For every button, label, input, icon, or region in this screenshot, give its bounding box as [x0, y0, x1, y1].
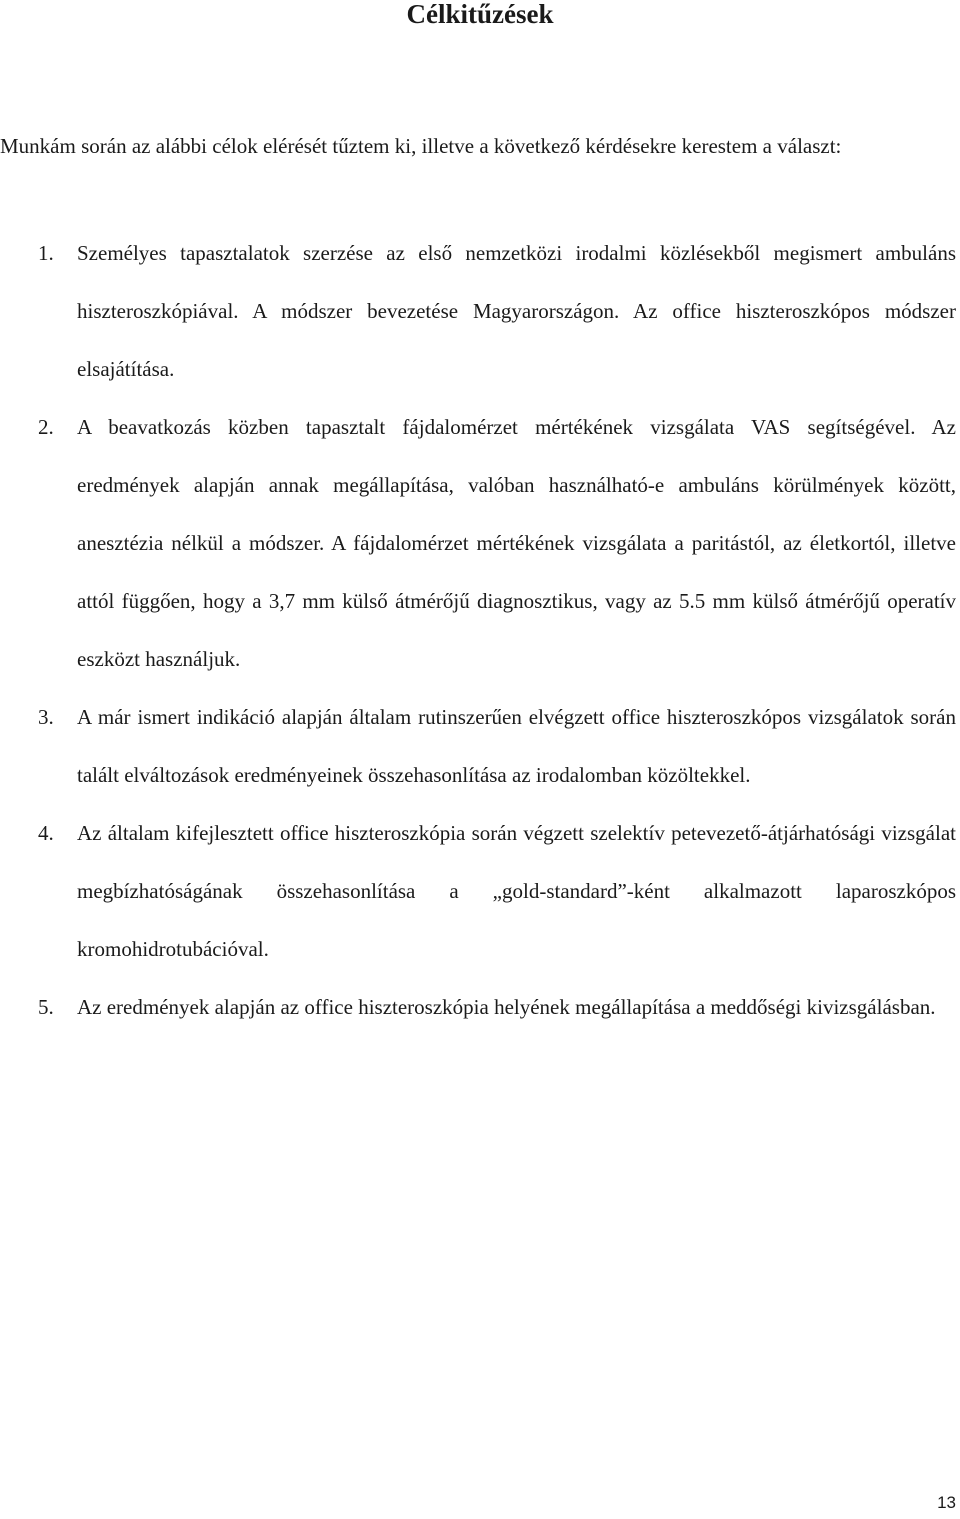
list-item	[0, 978, 956, 1036]
list-item-number: 4.	[38, 821, 54, 845]
list-item-number: 2.	[38, 415, 54, 439]
list-item	[0, 688, 956, 804]
objectives-list	[0, 224, 956, 1036]
list-item-text: A már ismert indikáció alapján általam rutinszerűen elvégzett office hiszteroszkópos vizsgálatok során talált elváltozások eredményeinek összehasonlítása az irodalomban közöltekkel.	[77, 705, 956, 787]
list-item-number: 3.	[38, 705, 54, 729]
list-item-text: A beavatkozás közben tapasztalt fájdalomérzet mértékének vizsgálata VAS segítségével. Az eredmények alapján annak megállapítása, valóban használható-e ambuláns körülmények között, anesztézia nélkül a módszer. A fájdalomérzet mértékének vizsgálata a paritástól, az életkortól, illetve attól függően, hogy a 3,7 mm külső átmérőjű diagnosztikus, vagy az 5.5 mm külső átmérőjű operatív eszközt használjuk.	[77, 415, 956, 671]
list-item	[0, 804, 956, 978]
list-item-text: Az eredmények alapján az office hiszteroszkópia helyének megállapítása a meddőségi kivizsgálásban.	[77, 995, 936, 1019]
list-item-number: 1.	[38, 241, 54, 265]
page-number: 13	[937, 1493, 956, 1512]
list-item-text: Személyes tapasztalatok szerzése az első nemzetközi irodalmi közlésekből megismert ambuláns hiszteroszkópiával. A módszer bevezetése Magyarországon. Az office hiszteroszkópos módszer elsajátítása.	[77, 241, 956, 381]
list-item-text: Az általam kifejlesztett office hiszteroszkópia során végzett szelektív petevezető-átjárhatósági vizsgálat megbízhatóságának összehasonlítása a „gold-standard”-ként alkalmazott laparoszkópos kromohidrotubációval.	[77, 821, 956, 961]
list-item	[0, 224, 956, 398]
intro-paragraph: Munkám során az alábbi célok elérését tűztem ki, illetve a következő kérdésekre kerestem a választ:	[0, 134, 842, 158]
list-item-number: 5.	[38, 995, 54, 1019]
list-item	[0, 398, 956, 688]
page-title: Célkitűzések	[406, 0, 554, 29]
